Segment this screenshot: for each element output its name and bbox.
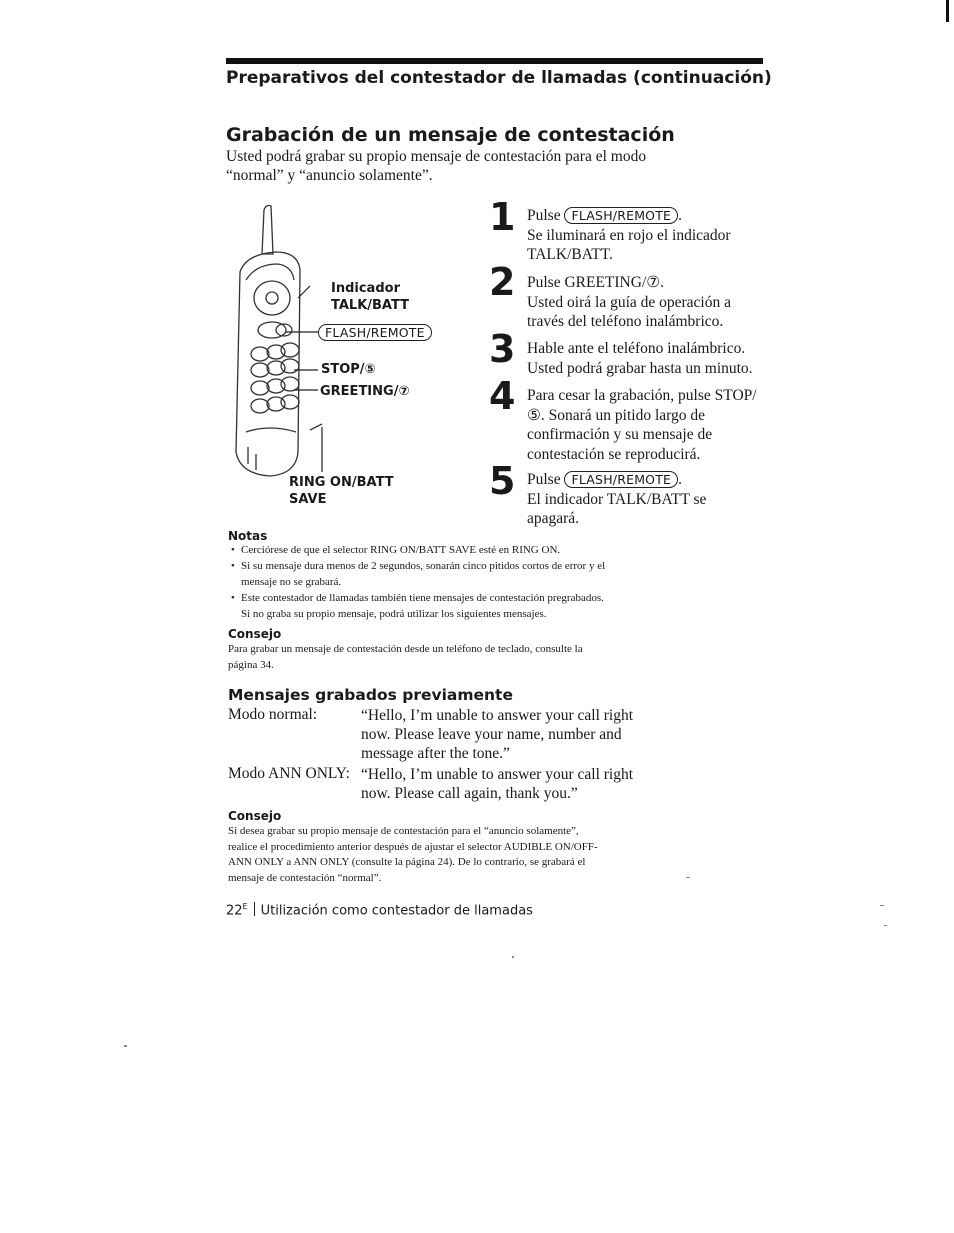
note-3-line-2: Si no graba su propio mensaje, podrá utilizar los siguientes mensajes. (241, 607, 547, 620)
running-header: Preparativos del contestador de llamadas (continuación) (226, 68, 772, 88)
step-2-text (527, 273, 772, 332)
tip-2-text (228, 824, 598, 886)
normal-mode-label: Modo normal: (228, 706, 318, 723)
step-5-line-3: apagará. (527, 510, 580, 527)
note-item-3: • Este contestador de llamadas también tiene mensajes de contestación pregrabados. Si no graba su propio mensaje, podrá utilizar los siguientes mensajes. (231, 592, 604, 620)
step-1-line-3: TALK/BATT. (527, 246, 613, 263)
normal-message-line-1: “Hello, I’m unable to answer your call right (361, 707, 634, 724)
tip-1-line-1: Para grabar un mensaje de contestación desde un teléfono de teclado, consulte la (228, 643, 583, 655)
normal-message-line-2: now. Please leave your name, number and (361, 726, 622, 743)
note-item-2: • Si su mensaje dura menos de 2 segundos, sonarán cinco pitidos cortos de error y el mensaje no se grabará. (231, 560, 606, 588)
page-number: 22 (226, 903, 243, 919)
callout-flash-remote (318, 324, 432, 342)
cordless-phone-illustration (226, 202, 426, 492)
note-3-line-1: Este contestador de llamadas también tiene mensajes de contestación pregrabados. (241, 592, 604, 604)
step-5-line-2: El indicador TALK/BATT se (527, 490, 707, 508)
step-5-line-1: Pulse (527, 471, 561, 488)
note-1-line-1: Cerciórese de que el selector RING ON/BATT SAVE esté en RING ON. (241, 544, 561, 556)
top-rule (226, 58, 763, 64)
step-4-line-4: contestación se reproducirá. (527, 445, 701, 463)
notes-title: Notas (228, 529, 268, 543)
ann-mode-message (361, 765, 633, 803)
step-2-line-3: través del teléfono inalámbrico. (527, 313, 724, 330)
note-2-line-1: Si su mensaje dura menos de 2 segundos, sonarán cinco pitidos cortos de error y el (241, 560, 606, 572)
step-3-number: 3 (489, 327, 516, 371)
tip-2-line-1: Si desea grabar su propio mensaje de contestación para el “anuncio solamente”, (228, 825, 579, 837)
ann-message-line-1: “Hello, I’m unable to answer your call right (361, 766, 634, 783)
note-2-line-2: mensaje no se grabará. (241, 575, 342, 588)
normal-mode-message (361, 706, 633, 763)
page-suffix: E (242, 902, 248, 911)
step-3-line-1: Hable ante el teléfono inalámbrico. (527, 340, 746, 357)
step-3-line-2: Usted podrá grabar hasta un minuto. (527, 359, 753, 377)
recorded-messages-title: Mensajes grabados previamente (228, 686, 513, 704)
ann-message-line-2: now. Please call again, thank you.” (361, 785, 578, 802)
intro-line-1: Usted podrá grabar su propio mensaje de contestación para el modo (226, 148, 647, 165)
tip-1-line-2: página 34. (228, 658, 274, 671)
normal-message-line-3: message after the tone.” (361, 745, 510, 762)
page-edge-mark (946, 0, 949, 22)
footer-divider (254, 902, 255, 916)
step-1-line-2: Se iluminará en rojo el indicador (527, 226, 731, 244)
step-1-text: Pulse FLASH/REMOTE . Se iluminará en rojo el indicador TALK/BATT. (527, 206, 772, 265)
step-3-text (527, 339, 772, 378)
step-1-number: 1 (489, 195, 516, 239)
step-1-button: FLASH/REMOTE (564, 207, 678, 224)
step-5-number: 5 (489, 459, 516, 503)
step-4-line-1: Para cesar la grabación, pulse STOP/ (527, 387, 757, 404)
step-2-line-1: Pulse GREETING/⑦. (527, 274, 665, 291)
scan-speck (512, 956, 514, 958)
intro-line-2: “normal” y “anuncio solamente”. (226, 167, 433, 184)
scan-speck (884, 925, 887, 926)
callout-save: SAVE (289, 492, 327, 507)
tip-1-title: Consejo (228, 627, 282, 641)
tip-2-line-4: mensaje de contestación “normal”. (228, 871, 382, 884)
callout-stop: STOP/⑤ (321, 362, 376, 377)
section-title: Grabación de un mensaje de contestación (226, 124, 675, 146)
callout-ring-on-batt: RING ON/BATT (289, 475, 394, 490)
callout-greeting: GREETING/⑦ (320, 384, 410, 399)
scan-speck (686, 877, 690, 878)
tip-2-line-2: realice el procedimiento anterior después de ajustar el selector AUDIBLE ON/OFF- (228, 840, 598, 853)
step-2-line-2: Usted oirá la guía de operación a (527, 293, 731, 311)
step-4-text (527, 386, 772, 464)
flash-remote-label: FLASH/REMOTE (318, 324, 432, 341)
step-5-button: FLASH/REMOTE (564, 471, 678, 488)
step-5-text: Pulse FLASH/REMOTE . El indicador TALK/BATT se apagará. (527, 470, 772, 529)
step-1-line-1: Pulse (527, 207, 561, 224)
footer-chapter: Utilización como contestador de llamadas (260, 903, 533, 919)
ann-mode-label: Modo ANN ONLY: (228, 765, 350, 782)
step-4-line-3: confirmación y su mensaje de (527, 426, 713, 443)
callout-indicador: Indicador (331, 281, 400, 296)
scan-speck (880, 905, 884, 906)
note-item-1: • Cerciórese de que el selector RING ON/BATT SAVE esté en RING ON. (231, 544, 561, 556)
tip-1-text (228, 642, 583, 673)
step-4-line-2: ⑤. Sonará un pitido largo de (527, 406, 706, 424)
scan-speck (124, 1045, 127, 1047)
tip-2-title: Consejo (228, 809, 282, 823)
step-2-number: 2 (489, 260, 516, 304)
page-footer (226, 902, 533, 918)
step-4-number: 4 (489, 374, 516, 418)
tip-2-line-3: ANN ONLY a ANN ONLY (consulte la página 24). De lo contrario, se grabará el (228, 856, 586, 868)
callout-talk-batt: TALK/BATT (331, 298, 410, 313)
